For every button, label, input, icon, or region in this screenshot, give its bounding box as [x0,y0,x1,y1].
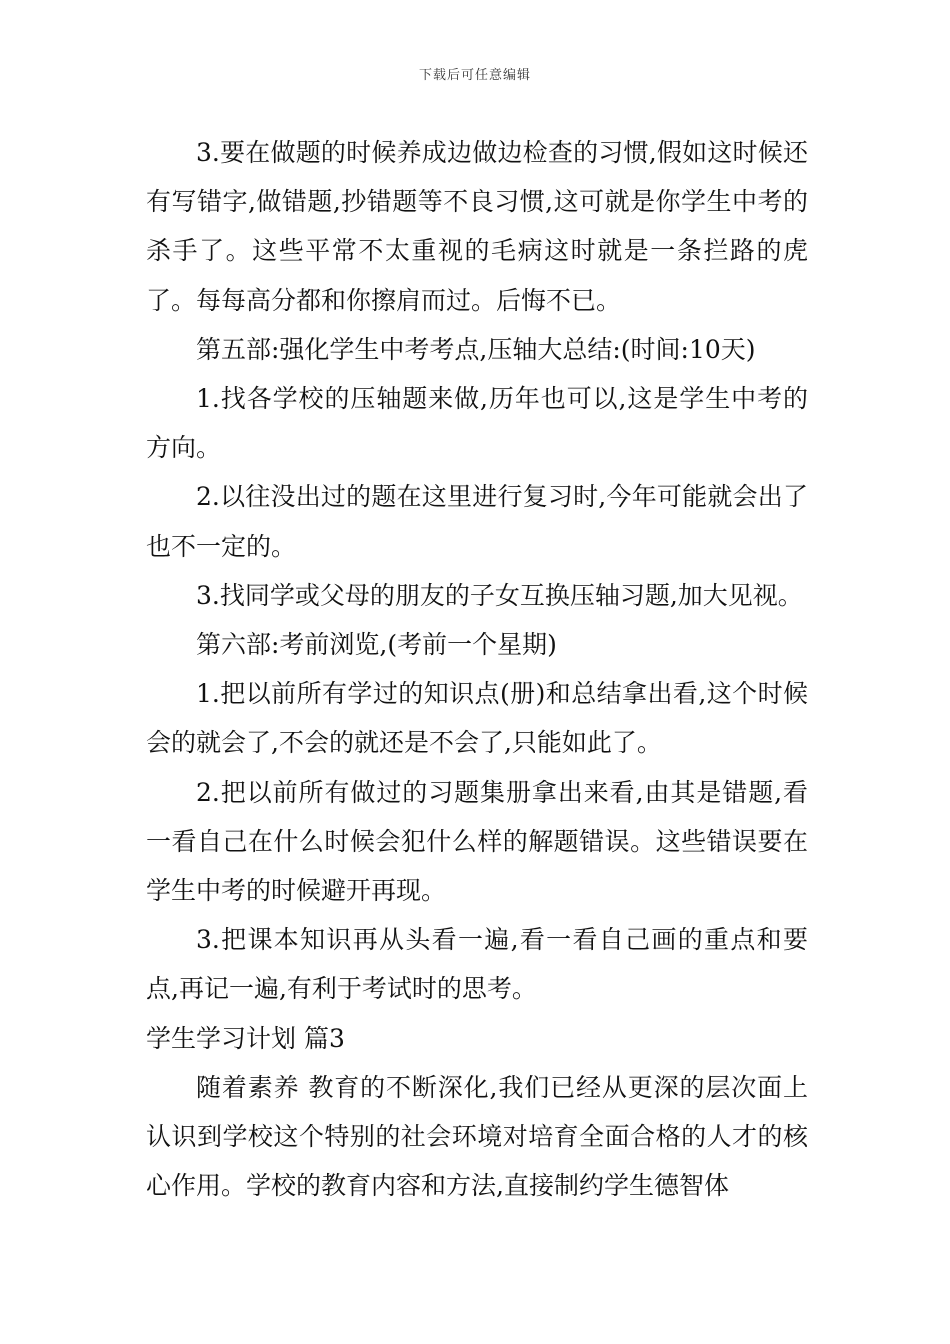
paragraph-intro: 随着素养 教育的不断深化,我们已经从更深的层次面上认识到学校这个特别的社会环境对培育全面合格的人才的核心作用。学校的教育内容和方法,直接制约学生德智体 [146,1072,808,1201]
paragraph-part-five-item-2: 2.以往没出过的题在这里进行复习时,今年可能就会出了也不一定的。 [146,482,808,561]
paragraph-part-six-item-2: 2.把以前所有做过的习题集册拿出来看,由其是错题,看一看自己在什么时候会犯什么样的解题错误。这些错误要在学生中考的时候避开再现。 [146,777,808,906]
document-body [146,128,808,1210]
section-heading-part-five: 第五部:强化学生中考考点,压轴大总结:(时间:10天) [196,334,756,364]
paragraph-part-five-item-1: 1.找各学校的压轴题来做,历年也可以,这是学生中考的方向。 [146,384,808,463]
article-title: 学生学习计划 篇3 [146,1023,345,1053]
page-header: 下载后可任意编辑 [418,68,531,83]
paragraph-part-five-item-3: 3.找同学或父母的朋友的子女互换压轴习题,加大见视。 [196,580,803,610]
paragraph-habit-checking: 3.要在做题的时候养成边做边检查的习惯,假如这时候还有写错字,做错题,抄错题等不良习惯,这可就是你学生中考的杀手了。这些平常不太重视的毛病这时就是一条拦路的虎了。每每高分都和你擦肩而过。后悔不已。 [146,138,808,315]
section-heading-part-six: 第六部:考前浏览,(考前一个星期) [196,630,557,660]
paragraph-part-six-item-3: 3.把课本知识再从头看一遍,看一看自己画的重点和要点,再记一遍,有利于考试时的思考。 [146,925,808,1004]
paragraph-part-six-item-1: 1.把以前所有学过的知识点(册)和总结拿出看,这个时候会的就会了,不会的就还是不会了,只能如此了。 [146,679,808,758]
